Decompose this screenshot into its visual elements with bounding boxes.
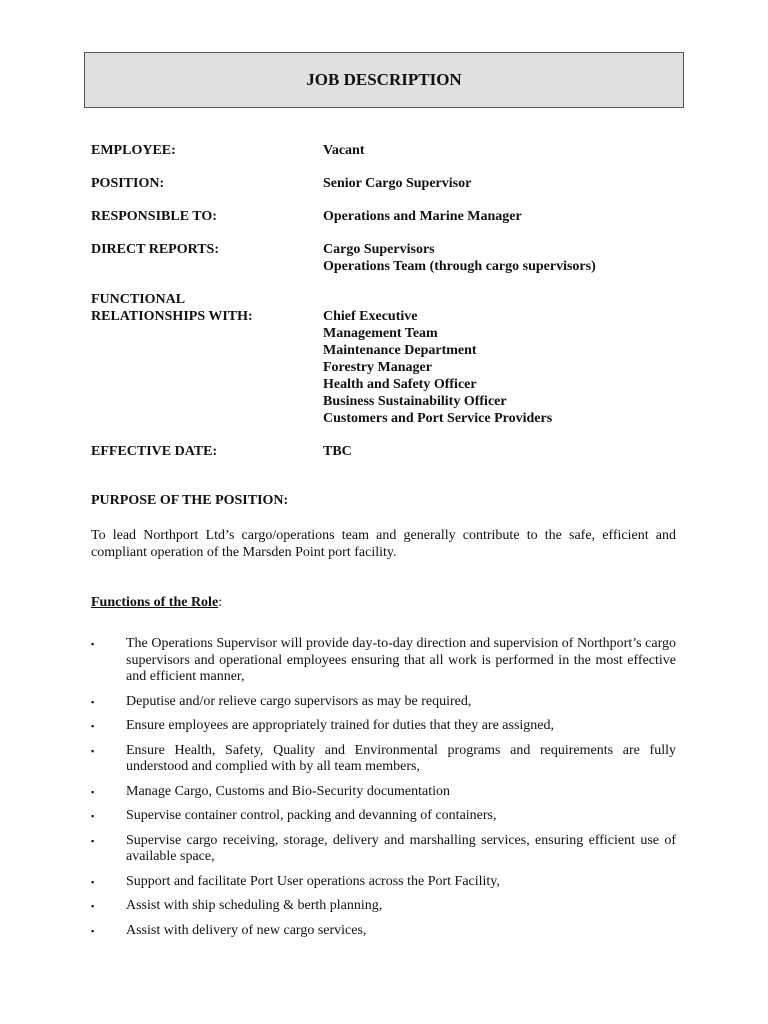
field-value: Customers and Port Service Providers [323,411,553,426]
list-item [91,833,676,866]
field-label-line: RELATIONSHIPS WITH: [91,309,253,324]
field-direct-reports [91,241,691,275]
list-item [91,923,676,940]
field-value: Vacant [323,143,365,158]
field-label [91,291,323,427]
bullet-icon: ▪ [91,811,95,821]
field-value: Chief Executive [323,309,418,324]
field-responsible-to [91,208,691,225]
list-item-text: Ensure Health, Safety, Quality and Environmental programs and requirements are fully understood and complied with by all team members, [126,742,676,774]
field-value: Business Sustainability Officer [323,394,507,409]
bullet-icon: ▪ [91,786,95,797]
field-value: Maintenance Department [323,343,477,358]
bullet-icon: ▪ [91,639,95,649]
field-label: DIRECT REPORTS: [91,242,219,257]
bullet-icon: ▪ [91,745,95,756]
list-item-text: Supervise cargo receiving, storage, delivery and marshalling services, ensuring efficient use of available space, [126,832,676,864]
functions-heading-colon: : [218,595,223,610]
purpose-heading: PURPOSE OF THE POSITION: [91,493,289,508]
field-value: Health and Safety Officer [323,377,477,392]
list-item-text: Supervise container control, packing and devanning of containers, [126,808,497,823]
list-item-text: Manage Cargo, Customs and Bio-Security documentation [126,783,451,799]
bullet-icon: ▪ [91,835,95,846]
field-label: POSITION: [91,176,165,191]
list-item-text: Ensure employees are appropriately trained for duties that they are assigned, [126,718,555,733]
list-item-text: Assist with ship scheduling & berth planning, [126,898,383,913]
list-item [91,808,676,825]
field-label: EFFECTIVE DATE: [91,444,218,459]
field-effective-date [91,443,691,460]
list-item [91,784,676,801]
field-label-line: FUNCTIONAL [91,292,186,307]
functions-list [91,636,676,947]
field-label: EMPLOYEE: [91,143,176,158]
list-item [91,636,676,686]
field-value: Forestry Manager [323,360,432,375]
list-item [91,874,676,891]
list-item-text: Deputise and/or relieve cargo supervisors as may be required, [126,693,472,709]
functions-heading [91,595,222,611]
list-item-text: Support and facilitate Port User operations across the Port Facility, [126,873,500,889]
document-title-text: JOB DESCRIPTION [306,70,462,89]
field-value: Cargo Supervisors [323,242,435,257]
field-value-list [323,291,691,427]
purpose-paragraph: To lead Northport Ltd’s cargo/operations team and generally contribute to the safe, efficient and compliant operation of the Marsden Point port facility. [91,528,676,560]
field-functional-relationships [91,291,691,427]
field-employee [91,142,691,159]
bullet-icon: ▪ [91,721,95,731]
field-label: RESPONSIBLE TO: [91,209,217,224]
bullet-icon: ▪ [91,696,95,707]
list-item-text: The Operations Supervisor will provide day-to-day direction and supervision of Northport’s cargo supervisors and operational employees ensuring that all work is performed in the most effective and efficient manner, [126,636,676,684]
field-value: Operations Team (through cargo supervisors) [323,259,596,274]
list-item [91,743,676,776]
field-value: Senior Cargo Supervisor [323,176,472,191]
field-value: Operations and Marine Manager [323,209,522,224]
document-title [84,52,684,108]
field-position [91,175,691,192]
field-value: TBC [323,444,352,459]
bullet-icon: ▪ [91,925,95,936]
list-item [91,694,676,711]
field-value: Management Team [323,326,438,341]
functions-heading-text: Functions of the Role [91,595,219,610]
list-item [91,718,676,735]
field-value-list [323,241,691,275]
list-item [91,898,676,915]
list-item-text: Assist with delivery of new cargo services, [126,922,367,938]
bullet-icon: ▪ [91,901,95,911]
bullet-icon: ▪ [91,876,95,887]
job-fields [91,142,691,476]
